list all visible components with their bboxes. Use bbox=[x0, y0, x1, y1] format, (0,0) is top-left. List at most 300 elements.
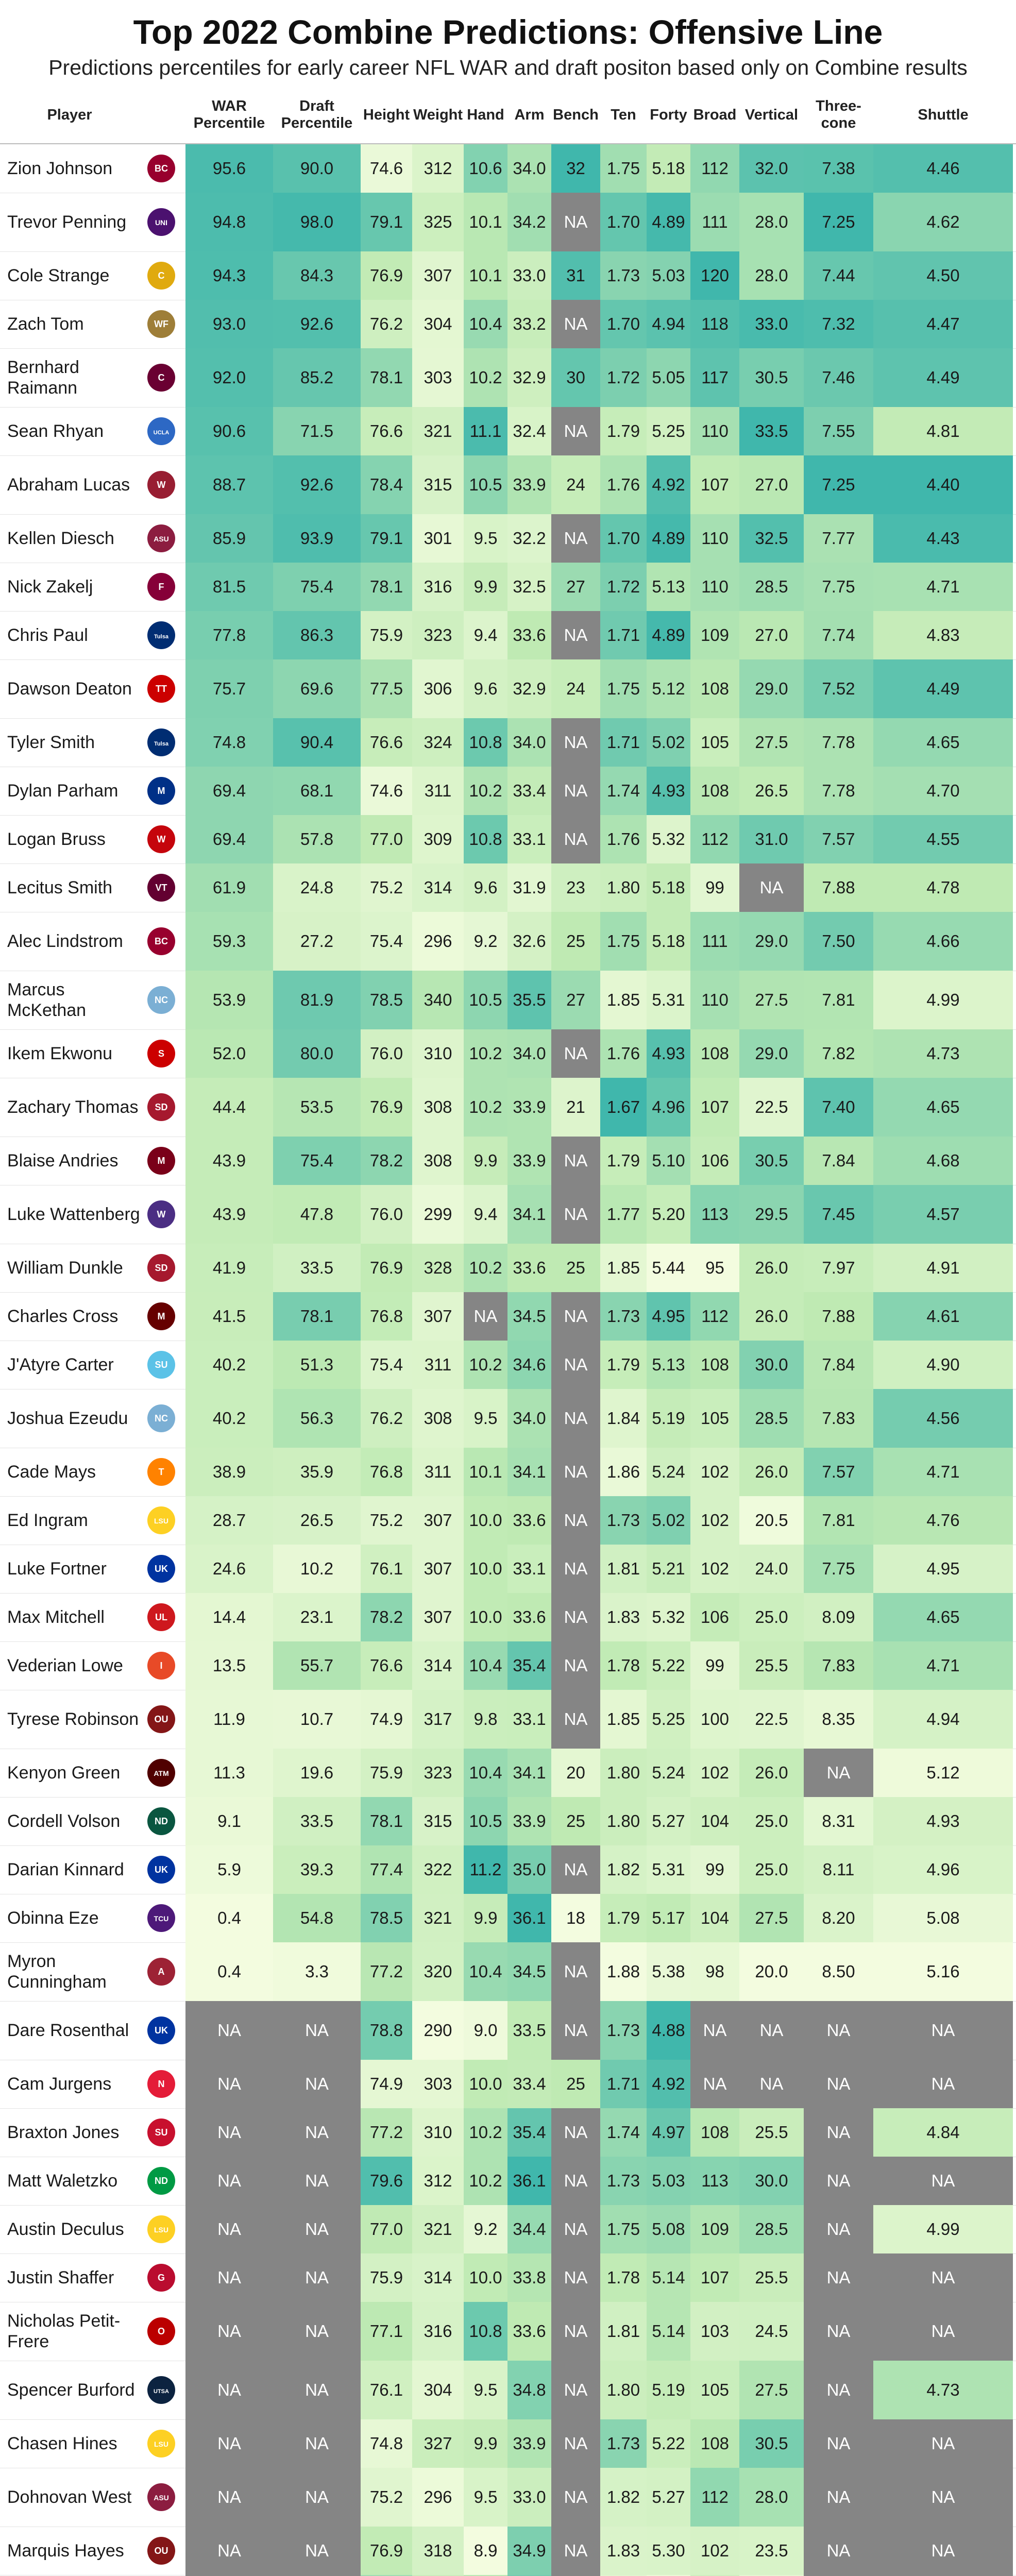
table-row bbox=[0, 1942, 1016, 2002]
value-cell: 34.1 bbox=[507, 1448, 551, 1496]
column-header: WAR Percentile bbox=[193, 98, 265, 131]
texas-tech-logo bbox=[145, 673, 177, 705]
value-cell: 4.95 bbox=[647, 1292, 690, 1341]
value-cell: 7.83 bbox=[804, 1641, 873, 1690]
value-cell: 7.46 bbox=[804, 348, 873, 407]
value-cell: 328 bbox=[412, 1244, 464, 1292]
value-cell: NA bbox=[273, 2361, 361, 2419]
svg-text:Tulsa: Tulsa bbox=[154, 634, 168, 640]
player-name: Nicholas Petit-Frere bbox=[7, 2311, 121, 2351]
svg-text:W: W bbox=[157, 1209, 166, 1219]
table-row bbox=[0, 912, 1016, 971]
value-cell: 4.49 bbox=[873, 348, 1013, 407]
table-row bbox=[0, 2302, 1016, 2361]
value-cell: 76.9 bbox=[361, 2527, 412, 2575]
value-cell: 10.8 bbox=[464, 718, 507, 767]
player-name: Lecitus Smith bbox=[7, 878, 113, 897]
table-row bbox=[0, 2253, 1016, 2302]
value-cell: 307 bbox=[412, 1545, 464, 1593]
value-cell: 32 bbox=[551, 144, 600, 193]
value-cell: 5.13 bbox=[647, 563, 690, 611]
value-cell: 5.27 bbox=[647, 2468, 690, 2527]
table-row bbox=[0, 1389, 1016, 1448]
value-cell: 9.4 bbox=[464, 1185, 507, 1244]
value-cell: 1.71 bbox=[600, 2060, 647, 2108]
value-cell: NA bbox=[804, 2157, 873, 2205]
value-cell: 4.84 bbox=[873, 2108, 1013, 2157]
value-cell: 7.75 bbox=[804, 563, 873, 611]
value-cell: 7.25 bbox=[804, 193, 873, 251]
value-cell: 74.9 bbox=[361, 1690, 412, 1749]
value-cell: 4.99 bbox=[873, 2205, 1013, 2253]
value-cell: NA bbox=[873, 2527, 1013, 2575]
value-cell: 90.0 bbox=[273, 144, 361, 193]
value-cell: 28.5 bbox=[739, 1389, 804, 1448]
value-cell: 5.03 bbox=[647, 2157, 690, 2205]
player-name: Cade Mays bbox=[7, 1462, 96, 1482]
value-cell: 23.5 bbox=[739, 2527, 804, 2575]
value-cell: 112 bbox=[690, 1292, 739, 1341]
north-carolina-logo bbox=[145, 984, 177, 1016]
svg-text:SD: SD bbox=[155, 1263, 168, 1273]
table-row bbox=[0, 2108, 1016, 2157]
kentucky-logo bbox=[145, 2014, 177, 2046]
value-cell: 34.5 bbox=[507, 1292, 551, 1341]
value-cell: NA bbox=[551, 2302, 600, 2361]
value-cell: 34.4 bbox=[507, 2205, 551, 2253]
value-cell: 1.76 bbox=[600, 455, 647, 514]
player-name: Zachary Thomas bbox=[7, 1097, 139, 1117]
value-cell: 33.9 bbox=[507, 455, 551, 514]
value-cell: NA bbox=[873, 2253, 1013, 2302]
value-cell: 1.85 bbox=[600, 1690, 647, 1749]
value-cell: 81.5 bbox=[185, 563, 273, 611]
player-name: Ikem Ekwonu bbox=[7, 1044, 113, 1063]
value-cell: 322 bbox=[412, 1845, 464, 1894]
value-cell: 9.5 bbox=[464, 2468, 507, 2527]
value-cell: 8.9 bbox=[464, 2527, 507, 2575]
value-cell: 4.55 bbox=[873, 815, 1013, 863]
value-cell: 307 bbox=[412, 1593, 464, 1641]
value-cell: NA bbox=[185, 2468, 273, 2527]
value-cell: NA bbox=[804, 2253, 873, 2302]
table-row bbox=[0, 2001, 1016, 2060]
column-header: Arm bbox=[514, 106, 545, 123]
value-cell: NA bbox=[273, 2001, 361, 2060]
value-cell: 314 bbox=[412, 2253, 464, 2302]
value-cell: 43.9 bbox=[185, 1185, 273, 1244]
value-cell: 32.0 bbox=[739, 144, 804, 193]
value-cell: NA bbox=[804, 2205, 873, 2253]
value-cell: 27.0 bbox=[739, 611, 804, 659]
table-header bbox=[0, 87, 1016, 144]
value-cell: 10.2 bbox=[464, 767, 507, 815]
northern-iowa-logo bbox=[145, 206, 177, 238]
value-cell: 75.9 bbox=[361, 611, 412, 659]
value-cell: 9.4 bbox=[464, 611, 507, 659]
value-cell: 4.49 bbox=[873, 659, 1013, 718]
value-cell: 24.0 bbox=[739, 1545, 804, 1593]
value-cell: NA bbox=[873, 2001, 1013, 2060]
value-cell: 1.74 bbox=[600, 767, 647, 815]
value-cell: 1.72 bbox=[600, 563, 647, 611]
value-cell: NA bbox=[873, 2302, 1013, 2361]
value-cell: 312 bbox=[412, 144, 464, 193]
value-cell: 1.70 bbox=[600, 300, 647, 348]
value-cell: 310 bbox=[412, 1029, 464, 1078]
value-cell: 4.65 bbox=[873, 718, 1013, 767]
value-cell: 30 bbox=[551, 348, 600, 407]
value-cell: 5.14 bbox=[647, 2253, 690, 2302]
value-cell: 1.73 bbox=[600, 2419, 647, 2468]
player-name: Vederian Lowe bbox=[7, 1656, 123, 1675]
value-cell: 35.4 bbox=[507, 2108, 551, 2157]
svg-text:W: W bbox=[157, 480, 166, 490]
column-header: Vertical bbox=[744, 106, 799, 123]
value-cell: NA bbox=[804, 2302, 873, 2361]
table-row bbox=[0, 1341, 1016, 1389]
value-cell: NA bbox=[551, 1545, 600, 1593]
value-cell: 4.65 bbox=[873, 1078, 1013, 1137]
value-cell: NA bbox=[551, 1690, 600, 1749]
value-cell: 74.6 bbox=[361, 767, 412, 815]
svg-text:UCLA: UCLA bbox=[153, 430, 170, 436]
svg-text:UTSA: UTSA bbox=[154, 2388, 169, 2395]
value-cell: 18 bbox=[551, 1894, 600, 1942]
san-diego-state-logo bbox=[145, 1252, 177, 1284]
value-cell: 10.2 bbox=[464, 2108, 507, 2157]
value-cell: 44.4 bbox=[185, 1078, 273, 1137]
value-cell: 323 bbox=[412, 1749, 464, 1797]
value-cell: NA bbox=[873, 2468, 1013, 2527]
value-cell: 1.79 bbox=[600, 407, 647, 455]
value-cell: 10.2 bbox=[273, 1545, 361, 1593]
value-cell: 1.76 bbox=[600, 1029, 647, 1078]
value-cell: 22.5 bbox=[739, 1690, 804, 1749]
value-cell: 8.31 bbox=[804, 1797, 873, 1845]
column-header: Three-cone bbox=[816, 98, 861, 131]
value-cell: 53.5 bbox=[273, 1078, 361, 1137]
value-cell: 108 bbox=[690, 2108, 739, 2157]
tulsa-logo bbox=[145, 619, 177, 651]
value-cell: 4.90 bbox=[873, 1341, 1013, 1389]
arizona-state-logo bbox=[145, 522, 177, 554]
value-cell: 111 bbox=[690, 912, 739, 971]
value-cell: NA bbox=[551, 2361, 600, 2419]
value-cell: 1.78 bbox=[600, 2253, 647, 2302]
value-cell: 9.5 bbox=[464, 514, 507, 563]
value-cell: 78.1 bbox=[361, 563, 412, 611]
table-row bbox=[0, 514, 1016, 563]
boston-college-logo bbox=[145, 925, 177, 957]
table-row bbox=[0, 1641, 1016, 1690]
value-cell: 25.0 bbox=[739, 1593, 804, 1641]
value-cell: 26.5 bbox=[273, 1496, 361, 1545]
value-cell: 4.73 bbox=[873, 1029, 1013, 1078]
value-cell: 69.4 bbox=[185, 815, 273, 863]
value-cell: 10.0 bbox=[464, 1593, 507, 1641]
value-cell: 33.6 bbox=[507, 1496, 551, 1545]
value-cell: 75.9 bbox=[361, 1749, 412, 1797]
value-cell: 90.4 bbox=[273, 718, 361, 767]
value-cell: 4.46 bbox=[873, 144, 1013, 193]
svg-text:T: T bbox=[158, 1467, 164, 1477]
value-cell: 69.4 bbox=[185, 767, 273, 815]
value-cell: 29.0 bbox=[739, 659, 804, 718]
value-cell: 7.57 bbox=[804, 1448, 873, 1496]
value-cell: 30.5 bbox=[739, 348, 804, 407]
value-cell: NA bbox=[273, 2527, 361, 2575]
player-name: Dylan Parham bbox=[7, 781, 118, 801]
value-cell: 4.71 bbox=[873, 563, 1013, 611]
value-cell: 105 bbox=[690, 2361, 739, 2419]
player-name: Sean Rhyan bbox=[7, 421, 104, 441]
value-cell: 33.6 bbox=[507, 611, 551, 659]
value-cell: 26.0 bbox=[739, 1244, 804, 1292]
value-cell: 11.1 bbox=[464, 407, 507, 455]
value-cell: 5.18 bbox=[647, 144, 690, 193]
value-cell: 24 bbox=[551, 455, 600, 514]
value-cell: 24.6 bbox=[185, 1545, 273, 1593]
north-dakota-state-logo bbox=[145, 1805, 177, 1837]
table-row bbox=[0, 2157, 1016, 2206]
value-cell: 34.0 bbox=[507, 1389, 551, 1448]
value-cell: 321 bbox=[412, 1894, 464, 1942]
value-cell: 5.18 bbox=[647, 912, 690, 971]
value-cell: 8.20 bbox=[804, 1894, 873, 1942]
value-cell: 1.75 bbox=[600, 144, 647, 193]
value-cell: 1.83 bbox=[600, 1593, 647, 1641]
table-row bbox=[0, 2468, 1016, 2527]
table-row bbox=[0, 1545, 1016, 1594]
value-cell: 304 bbox=[412, 2361, 464, 2419]
value-cell: 1.73 bbox=[600, 2157, 647, 2205]
value-cell: 77.1 bbox=[361, 2302, 412, 2361]
value-cell: 9.9 bbox=[464, 1137, 507, 1185]
value-cell: 5.08 bbox=[647, 2205, 690, 2253]
svg-text:OU: OU bbox=[154, 2546, 168, 2556]
player-name: Marquis Hayes bbox=[7, 2541, 124, 2561]
value-cell: 9.9 bbox=[464, 2419, 507, 2468]
value-cell: 10.4 bbox=[464, 300, 507, 348]
value-cell: 76.0 bbox=[361, 1185, 412, 1244]
value-cell: 1.81 bbox=[600, 2302, 647, 2361]
ohio-state-logo bbox=[145, 2315, 177, 2347]
value-cell: 57.8 bbox=[273, 815, 361, 863]
table-row bbox=[0, 659, 1016, 719]
value-cell: 10.1 bbox=[464, 251, 507, 300]
value-cell: 306 bbox=[412, 659, 464, 718]
value-cell: 4.95 bbox=[873, 1545, 1013, 1593]
value-cell: NA bbox=[551, 514, 600, 563]
player-name: Cam Jurgens bbox=[7, 2074, 112, 2094]
table-row bbox=[0, 193, 1016, 252]
value-cell: 4.66 bbox=[873, 912, 1013, 971]
table-row bbox=[0, 2419, 1016, 2468]
value-cell: 85.2 bbox=[273, 348, 361, 407]
value-cell: 36.1 bbox=[507, 2157, 551, 2205]
value-cell: 33.5 bbox=[273, 1797, 361, 1845]
svg-text:M: M bbox=[157, 1156, 165, 1166]
value-cell: 25.0 bbox=[739, 1797, 804, 1845]
value-cell: 5.44 bbox=[647, 1244, 690, 1292]
player-name: Dawson Deaton bbox=[7, 679, 132, 699]
value-cell: 10.4 bbox=[464, 1942, 507, 2001]
tcu-logo bbox=[145, 1902, 177, 1934]
value-cell: 4.99 bbox=[873, 971, 1013, 1029]
value-cell: 110 bbox=[690, 563, 739, 611]
value-cell: 74.8 bbox=[185, 718, 273, 767]
southern-logo bbox=[145, 1349, 177, 1381]
table-row bbox=[0, 1292, 1016, 1341]
value-cell: 30.5 bbox=[739, 1137, 804, 1185]
value-cell: NA bbox=[551, 2527, 600, 2575]
value-cell: 4.93 bbox=[647, 1029, 690, 1078]
value-cell: 33.4 bbox=[507, 767, 551, 815]
value-cell: 4.89 bbox=[647, 193, 690, 251]
value-cell: 35.4 bbox=[507, 1641, 551, 1690]
value-cell: 10.6 bbox=[464, 144, 507, 193]
player-name: Tyler Smith bbox=[7, 733, 95, 752]
value-cell: 5.13 bbox=[647, 1341, 690, 1389]
column-header: Height bbox=[363, 106, 410, 123]
value-cell: 77.5 bbox=[361, 659, 412, 718]
player-name: Myron Cunningham bbox=[7, 1952, 107, 1992]
table-row bbox=[0, 1029, 1016, 1078]
value-cell: 1.70 bbox=[600, 514, 647, 563]
minnesota-logo bbox=[145, 1145, 177, 1177]
louisiana-logo bbox=[145, 1601, 177, 1633]
value-cell: 4.96 bbox=[873, 1845, 1013, 1894]
value-cell: 76.8 bbox=[361, 1448, 412, 1496]
value-cell: 321 bbox=[412, 407, 464, 455]
value-cell: 75.2 bbox=[361, 863, 412, 912]
value-cell: NA bbox=[551, 815, 600, 863]
value-cell: 27.5 bbox=[739, 718, 804, 767]
value-cell: 296 bbox=[412, 2468, 464, 2527]
value-cell: 32.5 bbox=[739, 514, 804, 563]
utsa-logo bbox=[145, 2374, 177, 2406]
value-cell: 10.0 bbox=[464, 1545, 507, 1593]
value-cell: 7.84 bbox=[804, 1137, 873, 1185]
value-cell: 77.8 bbox=[185, 611, 273, 659]
value-cell: 10.5 bbox=[464, 971, 507, 1029]
value-cell: 318 bbox=[412, 2527, 464, 2575]
value-cell: 1.79 bbox=[600, 1137, 647, 1185]
value-cell: 25 bbox=[551, 912, 600, 971]
value-cell: 27.5 bbox=[739, 971, 804, 1029]
value-cell: 1.76 bbox=[600, 815, 647, 863]
value-cell: 75.2 bbox=[361, 1496, 412, 1545]
value-cell: 5.25 bbox=[647, 1690, 690, 1749]
value-cell: 28.0 bbox=[739, 193, 804, 251]
svg-text:A: A bbox=[158, 1967, 165, 1977]
svg-text:ATM: ATM bbox=[154, 1769, 169, 1777]
value-cell: NA bbox=[551, 611, 600, 659]
value-cell: 35.5 bbox=[507, 971, 551, 1029]
value-cell: 1.73 bbox=[600, 1292, 647, 1341]
value-cell: 25 bbox=[551, 1244, 600, 1292]
value-cell: 10.7 bbox=[273, 1690, 361, 1749]
value-cell: 31.9 bbox=[507, 863, 551, 912]
player-name: Nick Zakelj bbox=[7, 577, 93, 597]
table-row bbox=[0, 563, 1016, 612]
table-row bbox=[0, 2205, 1016, 2254]
value-cell: 7.38 bbox=[804, 144, 873, 193]
north-dakota-logo bbox=[145, 2165, 177, 2197]
value-cell: 33.0 bbox=[739, 300, 804, 348]
value-cell: 33.9 bbox=[507, 1137, 551, 1185]
player-name: Joshua Ezeudu bbox=[7, 1409, 128, 1428]
value-cell: 79.1 bbox=[361, 514, 412, 563]
value-cell: 1.82 bbox=[600, 1845, 647, 1894]
value-cell: 7.45 bbox=[804, 1185, 873, 1244]
value-cell: 33.6 bbox=[507, 1593, 551, 1641]
value-cell: NA bbox=[273, 2108, 361, 2157]
value-cell: 21 bbox=[551, 1078, 600, 1137]
value-cell: 4.43 bbox=[873, 514, 1013, 563]
value-cell: 25.5 bbox=[739, 2108, 804, 2157]
value-cell: NA bbox=[551, 2468, 600, 2527]
value-cell: 1.84 bbox=[600, 1389, 647, 1448]
value-cell: 4.73 bbox=[873, 2361, 1013, 2419]
value-cell: NA bbox=[551, 193, 600, 251]
value-cell: 1.71 bbox=[600, 718, 647, 767]
value-cell: 24.8 bbox=[273, 863, 361, 912]
value-cell: 25 bbox=[551, 2060, 600, 2108]
svg-text:ND: ND bbox=[155, 2176, 168, 2186]
player-name: Zach Tom bbox=[7, 314, 84, 334]
value-cell: 88.7 bbox=[185, 455, 273, 514]
value-cell: 7.75 bbox=[804, 1545, 873, 1593]
value-cell: 78.2 bbox=[361, 1137, 412, 1185]
value-cell: 7.57 bbox=[804, 815, 873, 863]
value-cell: 4.40 bbox=[873, 455, 1013, 514]
value-cell: 27.2 bbox=[273, 912, 361, 971]
svg-text:NC: NC bbox=[155, 995, 168, 1005]
svg-text:VT: VT bbox=[155, 883, 167, 893]
value-cell: NA bbox=[185, 2001, 273, 2060]
player-name: Justin Shaffer bbox=[7, 2268, 114, 2287]
table-row bbox=[0, 1749, 1016, 1798]
value-cell: 7.74 bbox=[804, 611, 873, 659]
value-cell: 4.68 bbox=[873, 1137, 1013, 1185]
value-cell: 30.0 bbox=[739, 1341, 804, 1389]
chattanooga-logo bbox=[145, 260, 177, 292]
value-cell: 1.85 bbox=[600, 1244, 647, 1292]
value-cell: NA bbox=[185, 2527, 273, 2575]
player-name: William Dunkle bbox=[7, 1258, 123, 1278]
value-cell: 94.8 bbox=[185, 193, 273, 251]
svg-text:UK: UK bbox=[155, 1865, 168, 1875]
table-row bbox=[0, 455, 1016, 515]
value-cell: 321 bbox=[412, 2205, 464, 2253]
value-cell: 10.2 bbox=[464, 1341, 507, 1389]
southern-utah-logo bbox=[145, 2116, 177, 2148]
value-cell: 314 bbox=[412, 1641, 464, 1690]
value-cell: 93.0 bbox=[185, 300, 273, 348]
value-cell: 34.1 bbox=[507, 1749, 551, 1797]
value-cell: 99 bbox=[690, 1641, 739, 1690]
column-header: Forty bbox=[650, 106, 687, 123]
value-cell: 106 bbox=[690, 1137, 739, 1185]
value-cell: 320 bbox=[412, 1942, 464, 2001]
value-cell: 4.93 bbox=[873, 1797, 1013, 1845]
value-cell: 77.0 bbox=[361, 2205, 412, 2253]
value-cell: NA bbox=[551, 2157, 600, 2205]
value-cell: 54.8 bbox=[273, 1894, 361, 1942]
value-cell: 25.0 bbox=[739, 1845, 804, 1894]
